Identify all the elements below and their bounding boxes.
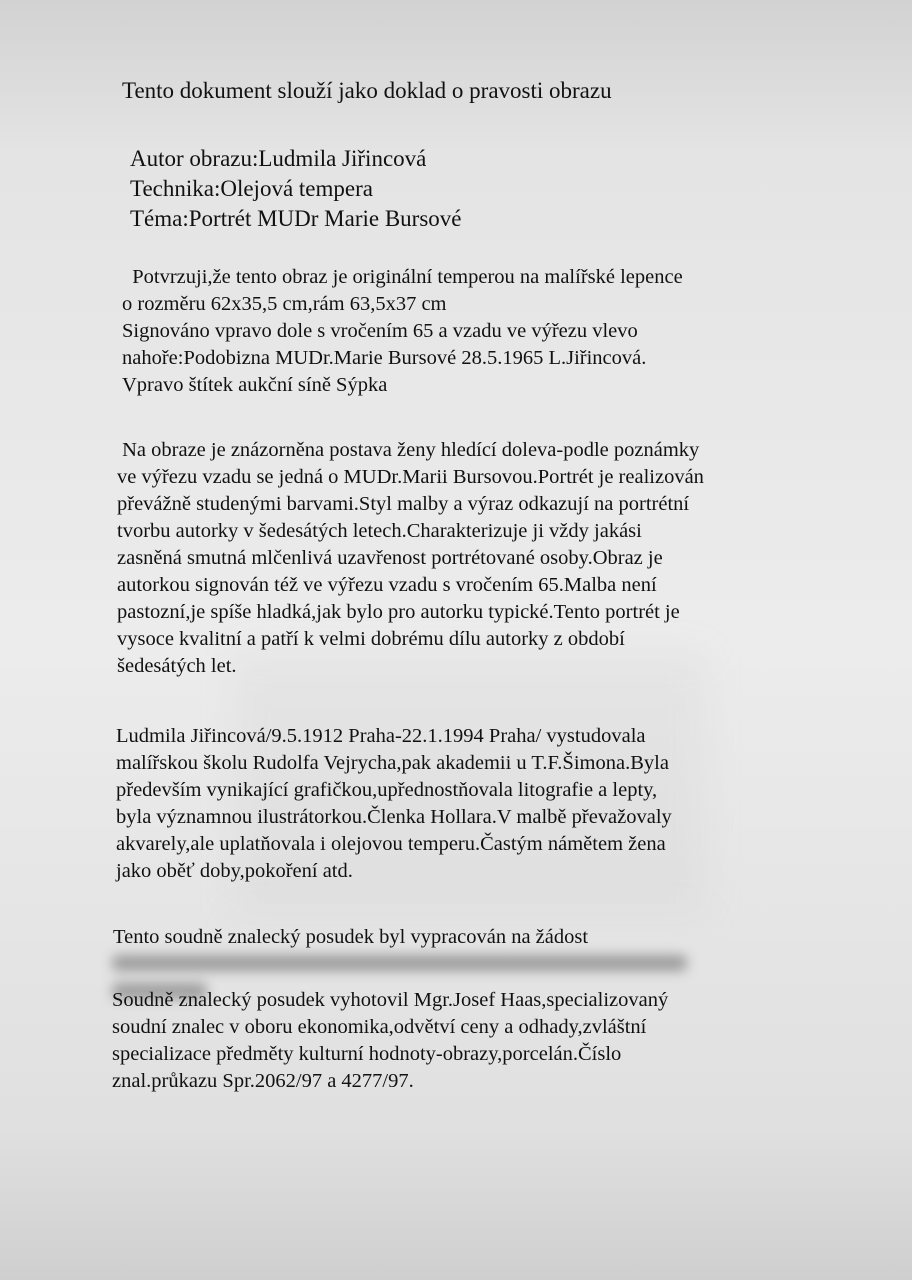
text-line: jako oběť doby,pokoření atd. xyxy=(116,860,353,882)
text-line: Signováno vpravo dole s vročením 65 a vzadu ve výřezu vlevo xyxy=(122,320,638,342)
text-line: Potvrzuji,že tento obraz je originální temperou na malířské lepence xyxy=(122,266,683,288)
description-paragraph xyxy=(117,437,704,680)
authenticity-paragraph xyxy=(122,264,683,399)
meta-theme: Téma:Portrét MUDr Marie Bursové xyxy=(130,206,462,231)
text-line: zasněná smutná mlčenlivá uzavřenost portrétované osoby.Obraz je xyxy=(117,547,663,569)
document-title: Tento dokument slouží jako doklad o pravosti obrazu xyxy=(122,78,612,103)
text-line: Soudně znalecký posudek vyhotovil Mgr.Josef Haas,specializovaný xyxy=(112,989,669,1011)
text-line: akvarely,ale uplatňovala i olejovou temperu.Častým námětem žena xyxy=(116,833,666,855)
text-line: šedesátých let. xyxy=(117,655,237,677)
text-line: tvorbu autorky v šedesátých letech.Charakterizuje ji vždy jakási xyxy=(117,520,642,542)
text-line: malířskou školu Rudolfa Vejrycha,pak akademii u T.F.Šimona.Byla xyxy=(116,752,669,774)
request-line: Tento soudně znalecký posudek byl vypracován na žádost xyxy=(113,926,589,948)
meta-author: Autor obrazu:Ludmila Jiřincová xyxy=(130,146,427,171)
text-line: především vynikající grafičkou,upřednostňovala litografie a lepty, xyxy=(116,779,658,801)
text-line: specializace předměty kulturní hodnoty-obrazy,porcelán.Číslo xyxy=(112,1043,622,1065)
text-line: nahoře:Podobizna MUDr.Marie Bursové 28.5.1965 L.Jiřincová. xyxy=(122,347,647,369)
text-line: ve výřezu vzadu se jedná o MUDr.Marii Bursovou.Portrét je realizován xyxy=(117,466,704,488)
text-line: Na obraze je znázorněna postava ženy hledící doleva-podle poznámky xyxy=(117,439,700,461)
text-line: o rozměru 62x35,5 cm,rám 63,5x37 cm xyxy=(122,293,447,315)
text-line: pastozní,je spíše hladká,jak bylo pro autorku typické.Tento portrét je xyxy=(117,601,680,623)
artwork-meta xyxy=(130,144,462,234)
text-line: autorkou signován též ve výřezu vzadu s vročením 65.Malba není xyxy=(117,574,657,596)
biography-paragraph xyxy=(116,723,672,885)
meta-technique: Technika:Olejová tempera xyxy=(130,176,373,201)
text-line: převážně studenými barvami.Styl malby a výraz odkazují na portrétní xyxy=(117,493,690,515)
text-line: Vpravo štítek aukční síně Sýpka xyxy=(122,374,388,396)
text-line: byla významnou ilustrátorkou.Členka Hollara.V malbě převažovaly xyxy=(116,806,672,828)
expert-paragraph xyxy=(112,987,668,1095)
text-line: soudní znalec v oboru ekonomika,odvětví ceny a odhady,zvláštní xyxy=(112,1016,647,1038)
text-line: vysoce kvalitní a patří k velmi dobrému dílu autorky z období xyxy=(117,628,625,650)
redacted-line xyxy=(112,955,687,971)
text-line: znal.průkazu Spr.2062/97 a 4277/97. xyxy=(112,1070,414,1092)
text-line: Ludmila Jiřincová/9.5.1912 Praha-22.1.1994 Praha/ vystudovala xyxy=(116,725,646,747)
